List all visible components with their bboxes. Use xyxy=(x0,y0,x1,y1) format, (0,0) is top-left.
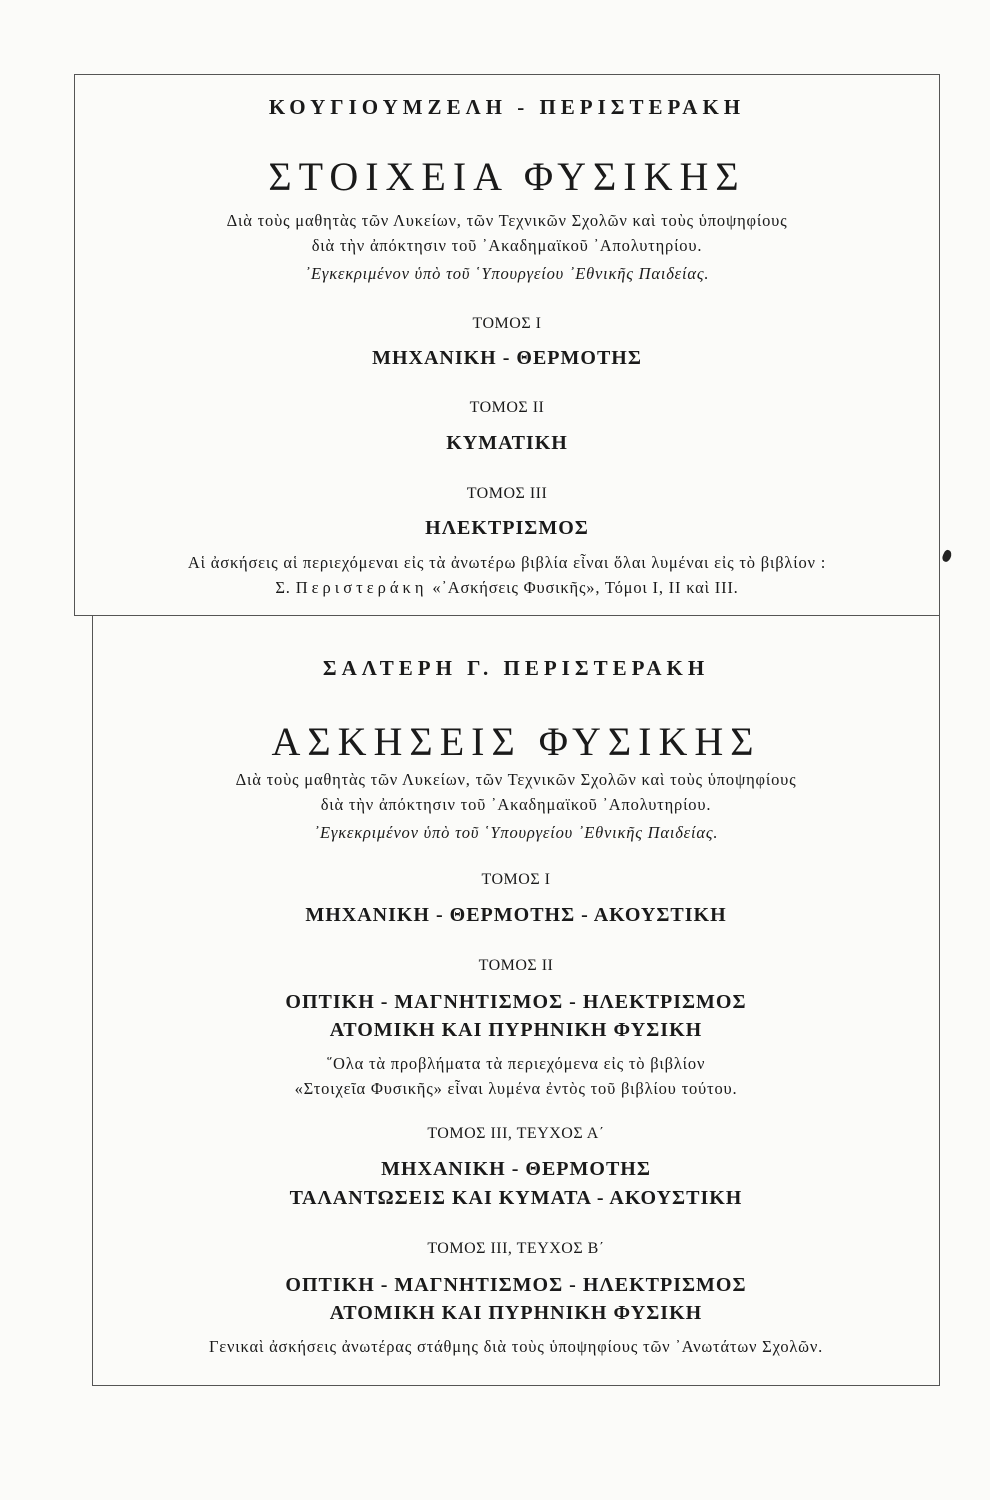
volume-2-subject-line-2: ΑΤΟΜΙΚΗ ΚΑΙ ΠΥΡΗΝΙΚΗ ΦΥΣΙΚΗ xyxy=(329,1019,703,1041)
author-heading: ΚΟΥΓΙΟΥΜΖΕΛΗ - ΠΕΡΙΣΤΕΡΑΚΗ xyxy=(268,95,746,119)
volume-1-label: ΤΟΜΟΣ Ι xyxy=(481,871,551,888)
volume-2-label: ΤΟΜΟΣ ΙΙ xyxy=(469,399,545,416)
book-title: ΑΣΚΗΣΕΙΣ ΦΥΣΙΚΗΣ xyxy=(271,719,761,764)
note-initial: Σ. xyxy=(275,578,291,597)
book-title: ΣΤΟΙΧΕΙΑ ΦΥΣΙΚΗΣ xyxy=(268,154,746,199)
volume-2-subject-line-1: ΟΠΤΙΚΗ - ΜΑΓΝΗΤΙΣΜΟΣ - ΗΛΕΚΤΡΙΣΜΟΣ xyxy=(285,991,747,1013)
volume-2-subject: ΚΥΜΑΤΙΚΗ xyxy=(446,432,568,454)
volume-3-subject: ΗΛΕΚΤΡΙΣΜΟΣ xyxy=(425,517,589,539)
volume-3a-subject-line-2: ΤΑΛΑΝΤΩΣΕΙΣ ΚΑΙ ΚΥΜΑΤΑ - ΑΚΟΥΣΤΙΚΗ xyxy=(289,1187,743,1209)
description-line-2: διὰ τὴν ἀπόκτησιν τοῦ ᾿Ακαδημαϊκοῦ ᾿Απολυτηρίου. xyxy=(320,795,712,814)
volume-1-subject: ΜΗΧΑΝΙΚΗ - ΘΕΡΜΟΤΗΣ - ΑΚΟΥΣΤΙΚΗ xyxy=(305,904,727,926)
author-heading: ΣΑΛΤΕΡΗ Γ. ΠΕΡΙΣΤΕΡΑΚΗ xyxy=(322,656,710,680)
description-line-1: Διὰ τοὺς μαθητὰς τῶν Λυκείων, τῶν Τεχνικῶν Σχολῶν καὶ τοὺς ὑποψηφίους xyxy=(235,770,797,789)
volume-3-label: ΤΟΜΟΣ ΙΙΙ xyxy=(466,485,548,502)
volume-1-label: ΤΟΜΟΣ Ι xyxy=(472,315,542,332)
book-ad-askiseis-fysikis xyxy=(92,616,940,1386)
solutions-note-line-2 xyxy=(75,578,939,598)
volume-3b-label: ΤΟΜΟΣ ΙΙΙ, ΤΕΥΧΟΣ Β΄ xyxy=(427,1240,605,1257)
volume-3b-subject-line-1: ΟΠΤΙΚΗ - ΜΑΓΝΗΤΙΣΜΟΣ - ΗΛΕΚΤΡΙΣΜΟΣ xyxy=(285,1274,747,1296)
approval-line: ᾿Εγκεκριμένον ὑπὸ τοῦ ῾Υπουργείου ᾿Εθνικῆς Παιδείας. xyxy=(313,823,719,842)
volume-2-note-line-1: ῞Ολα τὰ προβλήματα τὰ περιεχόμενα εἰς τὸ βιβλίον xyxy=(326,1054,706,1073)
book-ad-stoicheia-fysikis xyxy=(74,74,940,616)
volume-3b-subject-line-2: ΑΤΟΜΙΚΗ ΚΑΙ ΠΥΡΗΝΙΚΗ ΦΥΣΙΚΗ xyxy=(329,1302,703,1324)
description-line-2: διὰ τὴν ἀπόκτησιν τοῦ ᾿Ακαδημαϊκοῦ ᾿Απολυτηρίου. xyxy=(311,236,703,255)
ink-spot xyxy=(941,549,953,563)
volume-3b-note: Γενικαὶ ἀσκήσεις ἀνωτέρας στάθμης διὰ τοὺς ὑποψηφίους τῶν ᾿Ανωτάτων Σχολῶν. xyxy=(208,1337,824,1356)
volume-3a-label: ΤΟΜΟΣ ΙΙΙ, ΤΕΥΧΟΣ Α΄ xyxy=(427,1125,605,1142)
approval-line: ᾿Εγκεκριμένον ὑπὸ τοῦ ῾Υπουργείου ᾿Εθνικῆς Παιδείας. xyxy=(304,264,710,283)
solutions-note-line-1: Αἱ ἀσκήσεις αἱ περιεχόμεναι εἰς τὰ ἀνωτέρω βιβλία εἶναι ὅλαι λυμέναι εἰς τὸ βιβλίον : xyxy=(187,553,827,572)
volume-2-note-line-2: «Στοιχεῖα Φυσικῆς» εἶναι λυμένα ἐντὸς τοῦ βιβλίου τούτου. xyxy=(294,1079,738,1098)
description-line-1: Διὰ τοὺς μαθητὰς τῶν Λυκείων, τῶν Τεχνικῶν Σχολῶν καὶ τοὺς ὑποψηφίους xyxy=(226,211,788,230)
note-book-reference: «᾿Ασκήσεις Φυσικῆς», Τόμοι Ι, ΙΙ καὶ ΙΙΙ. xyxy=(432,578,739,597)
volume-2-label: ΤΟΜΟΣ ΙΙ xyxy=(478,957,554,974)
volume-3a-subject-line-1: ΜΗΧΑΝΙΚΗ - ΘΕΡΜΟΤΗΣ xyxy=(381,1158,651,1180)
volume-1-subject: ΜΗΧΑΝΙΚΗ - ΘΕΡΜΟΤΗΣ xyxy=(372,347,642,369)
note-author-name: Περιστεράκη xyxy=(295,578,428,597)
